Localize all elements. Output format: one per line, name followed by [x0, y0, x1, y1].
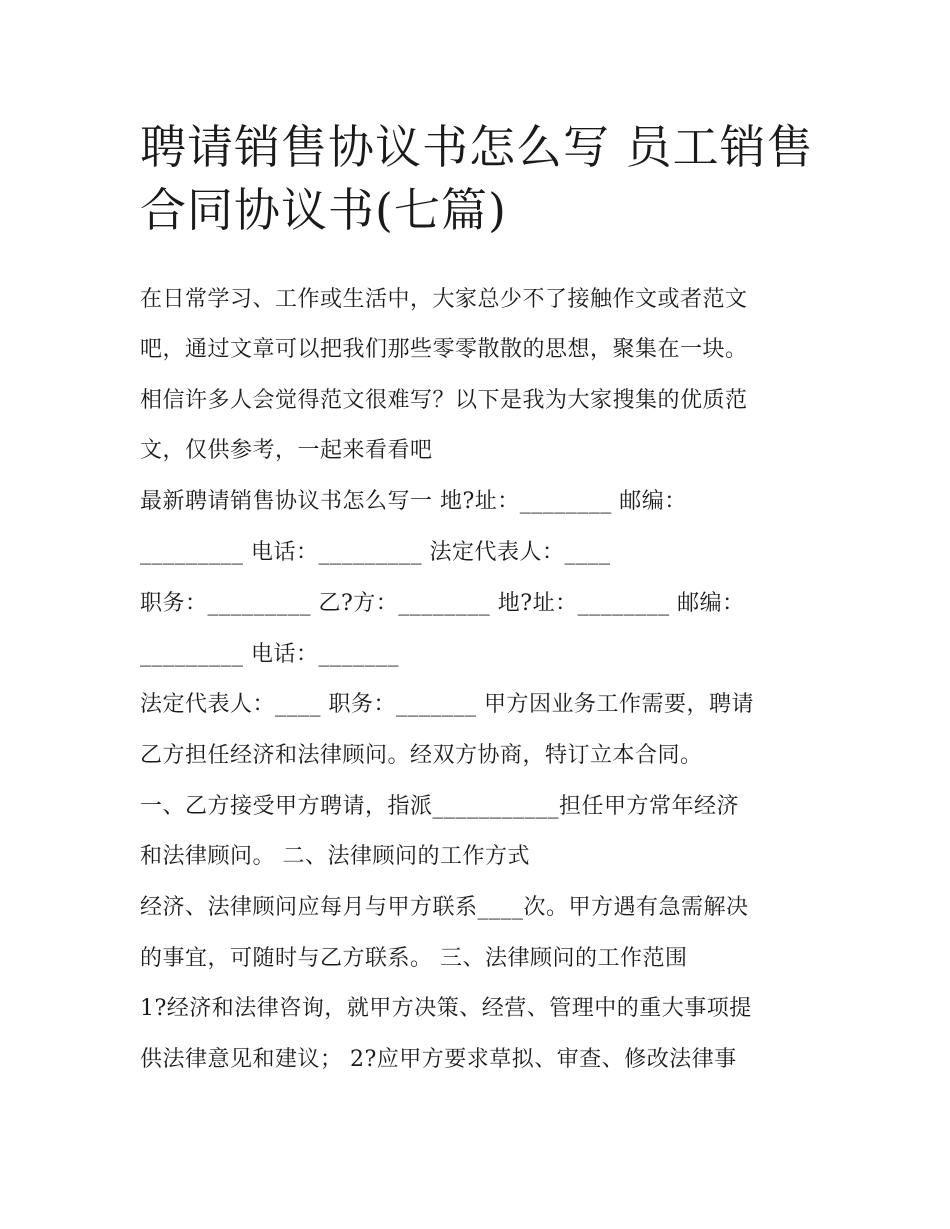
body-line-12: 和法律顾问。 二、法律顾问的工作方式 — [140, 844, 530, 869]
body-line-15: 1?经济和法律咨询，就甲方决策、经营、管理中的重大事项提 — [140, 996, 752, 1021]
body-line-2: 吧，通过文章可以把我们那些零零散散的思想，聚集在一块。 — [140, 337, 748, 362]
body-line-1: 在日常学习、工作或生活中，大家总少不了接触作文或者范文 — [140, 287, 748, 312]
body-line-7: 职务：_________ 乙?方：________ 地?址：________ 邮编： — [140, 591, 745, 616]
body-line-10: 乙方担任经济和法律顾问。经双方协商，特订立本合同。 — [140, 743, 703, 768]
body-line-14: 的事宜，可随时与乙方联系。 三、法律顾问的工作范围 — [140, 946, 688, 971]
body-line-3: 相信许多人会觉得范文很难写？以下是我为大家搜集的优质范 — [140, 388, 748, 413]
body-line-5: 最新聘请销售协议书怎么写一 地?址：________ 邮编： — [140, 489, 687, 514]
body-line-6: _________ 电话：_________ 法定代表人：____ — [140, 540, 611, 565]
document-title: 聘请销售协议书怎么写 员工销售合同协议书(七篇) — [140, 120, 814, 237]
body-line-8: _________ 电话：_______ — [140, 642, 399, 667]
body-line-16: 供法律意见和建议； 2?应甲方要求草拟、审查、修改法律事 — [140, 1047, 737, 1072]
body-line-13: 经济、法律顾问应每月与甲方联系____次。甲方遇有急需解决 — [140, 895, 749, 920]
body-line-11: 一、乙方接受甲方聘请，指派___________担任甲方常年经济 — [140, 794, 740, 819]
body-line-4: 文，仅供参考，一起来看看吧 — [140, 438, 433, 463]
body-line-9: 法定代表人：____ 职务：_______ 甲方因业务工作需要，聘请 — [140, 692, 754, 717]
